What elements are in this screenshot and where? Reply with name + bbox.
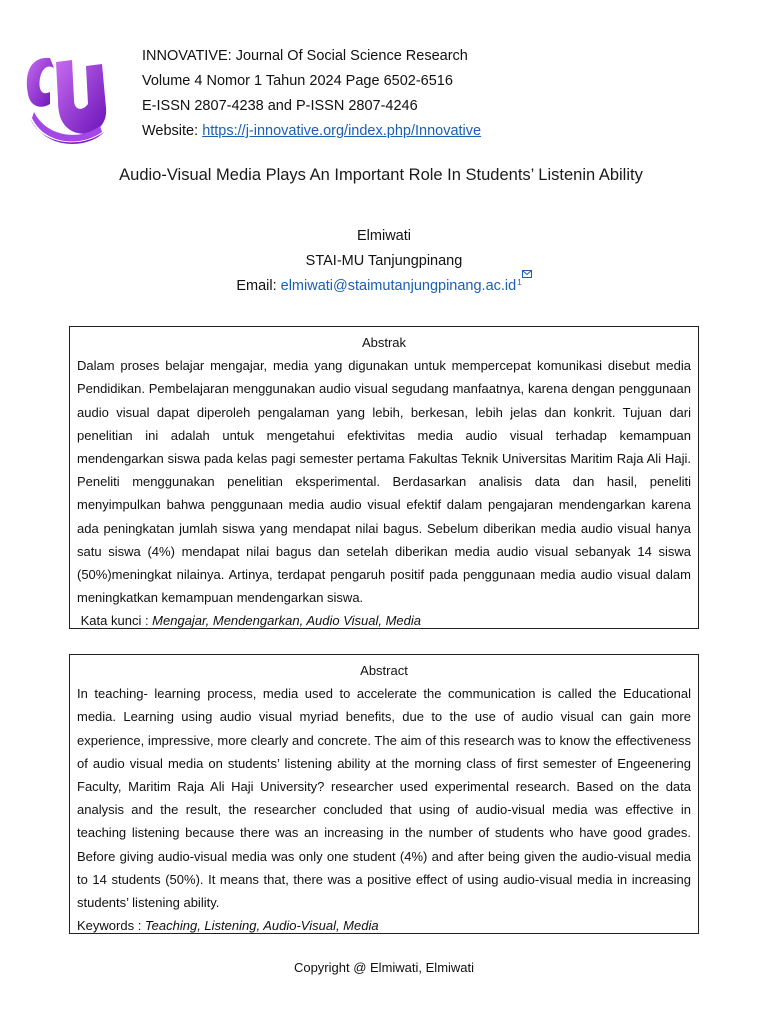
abstract-body: In teaching- learning process, media used to accelerate the communication is called the Educational media. Learning using audio visual myriad benefits, due to the use of audio visual can gain more experience, impressive, more clearly and concrete. The aim of this research was to know the effectiveness of audio visual media on students’ listening ability at the morning class of first semester of Engeenering Faculty, Maritim Raja Ali Haji University? researcher used experimental research. Based on the data analysis and the result, the researcher concluded that using of audio-visual media was effective in teaching listening because there was an increasing in the number of students who have good grades. Before giving audio-visual media was only one student (4%) and after being given the audio-visual media to 14 students (50%). It means that, there was a positive effect of using audio-visual media in increasing students’ listening ability. [77,686,691,911]
author-email-line [0,274,768,299]
journal-header [142,44,481,144]
journal-logo-icon [20,52,112,152]
mail-icon[interactable] [517,270,531,295]
abstrak-box [69,326,699,629]
journal-issn: E-ISSN 2807-4238 and P-ISSN 2807-4246 [142,98,418,114]
website-link[interactable]: https://j-innovative.org/index.php/Innovative [202,123,482,139]
author-name: Elmiwati [357,228,411,244]
abstrak-keywords-label: Kata kunci : [80,613,153,629]
email-label: Email: [236,278,281,294]
abstract-heading: Abstract [360,663,408,678]
abstract-keywords-label: Keywords : [77,918,145,934]
abstract-box [69,654,699,934]
copyright-footer: Copyright @ Elmiwati, Elmiwati [293,960,475,975]
author-affiliation: STAI-MU Tanjungpinang [305,253,463,269]
journal-name: INNOVATIVE: Journal Of Social Science Research [142,48,468,64]
abstract-keywords [77,914,691,937]
abstrak-keywords [77,609,691,632]
abstrak-keywords-value: Mengajar, Mendengarkan, Audio Visual, Media [152,613,422,629]
abstrak-heading: Abstrak [361,335,407,350]
abstrak-body: Dalam proses belajar mengajar, media yang digunakan untuk mempercepat komunikasi disebut media Pendidikan. Pembelajaran menggunakan audio visual segudang manfaatnya, karena dengan penggunaan audio visual dapat diperoleh pengalaman yang lebih, berkesan, lebih jelas dan konkrit. Tujuan dari penelitian ini adalah untuk mengetahui efektivitas media audio visual terhadap kemampuan mendengarkan siswa pada kelas pagi semester pertama Fakultas Teknik Universitas Maritim Raja Ali Haji. Peneliti menggunakan penelitian eksperimental. Berdasarkan analisis data dan hasil, peneliti menyimpulkan bahwa penggunaan media audio visual efektif dalam pengajaran mendengarkan karena ada peningkatan jumlah siswa yang mendapat nilai bagus. Sebelum diberikan media audio visual hanya satu siswa (4%) mendapat nilai bagus dan setelah diberikan media audio visual sebanyak 14 siswa (50%)meningkat nilainya. Artinya, terdapat pengaruh positif pada penggunaan media audio visual dalam meningkatkan kemampuan mendengarkan siswa. [77,358,691,606]
journal-volume: Volume 4 Nomor 1 Tahun 2024 Page 6502-6516 [142,73,453,89]
journal-website [142,119,481,144]
author-block [0,224,768,299]
article-title: Audio-Visual Media Plays An Important Role In Students’ Listenin Ability [119,166,643,184]
email-link[interactable]: elmiwati@staimutanjungpinang.ac.id [280,278,517,294]
email-superscript: 1 [517,278,522,287]
website-label: Website: [142,123,203,139]
abstract-keywords-value: Teaching, Listening, Audio-Visual, Media [144,918,379,934]
